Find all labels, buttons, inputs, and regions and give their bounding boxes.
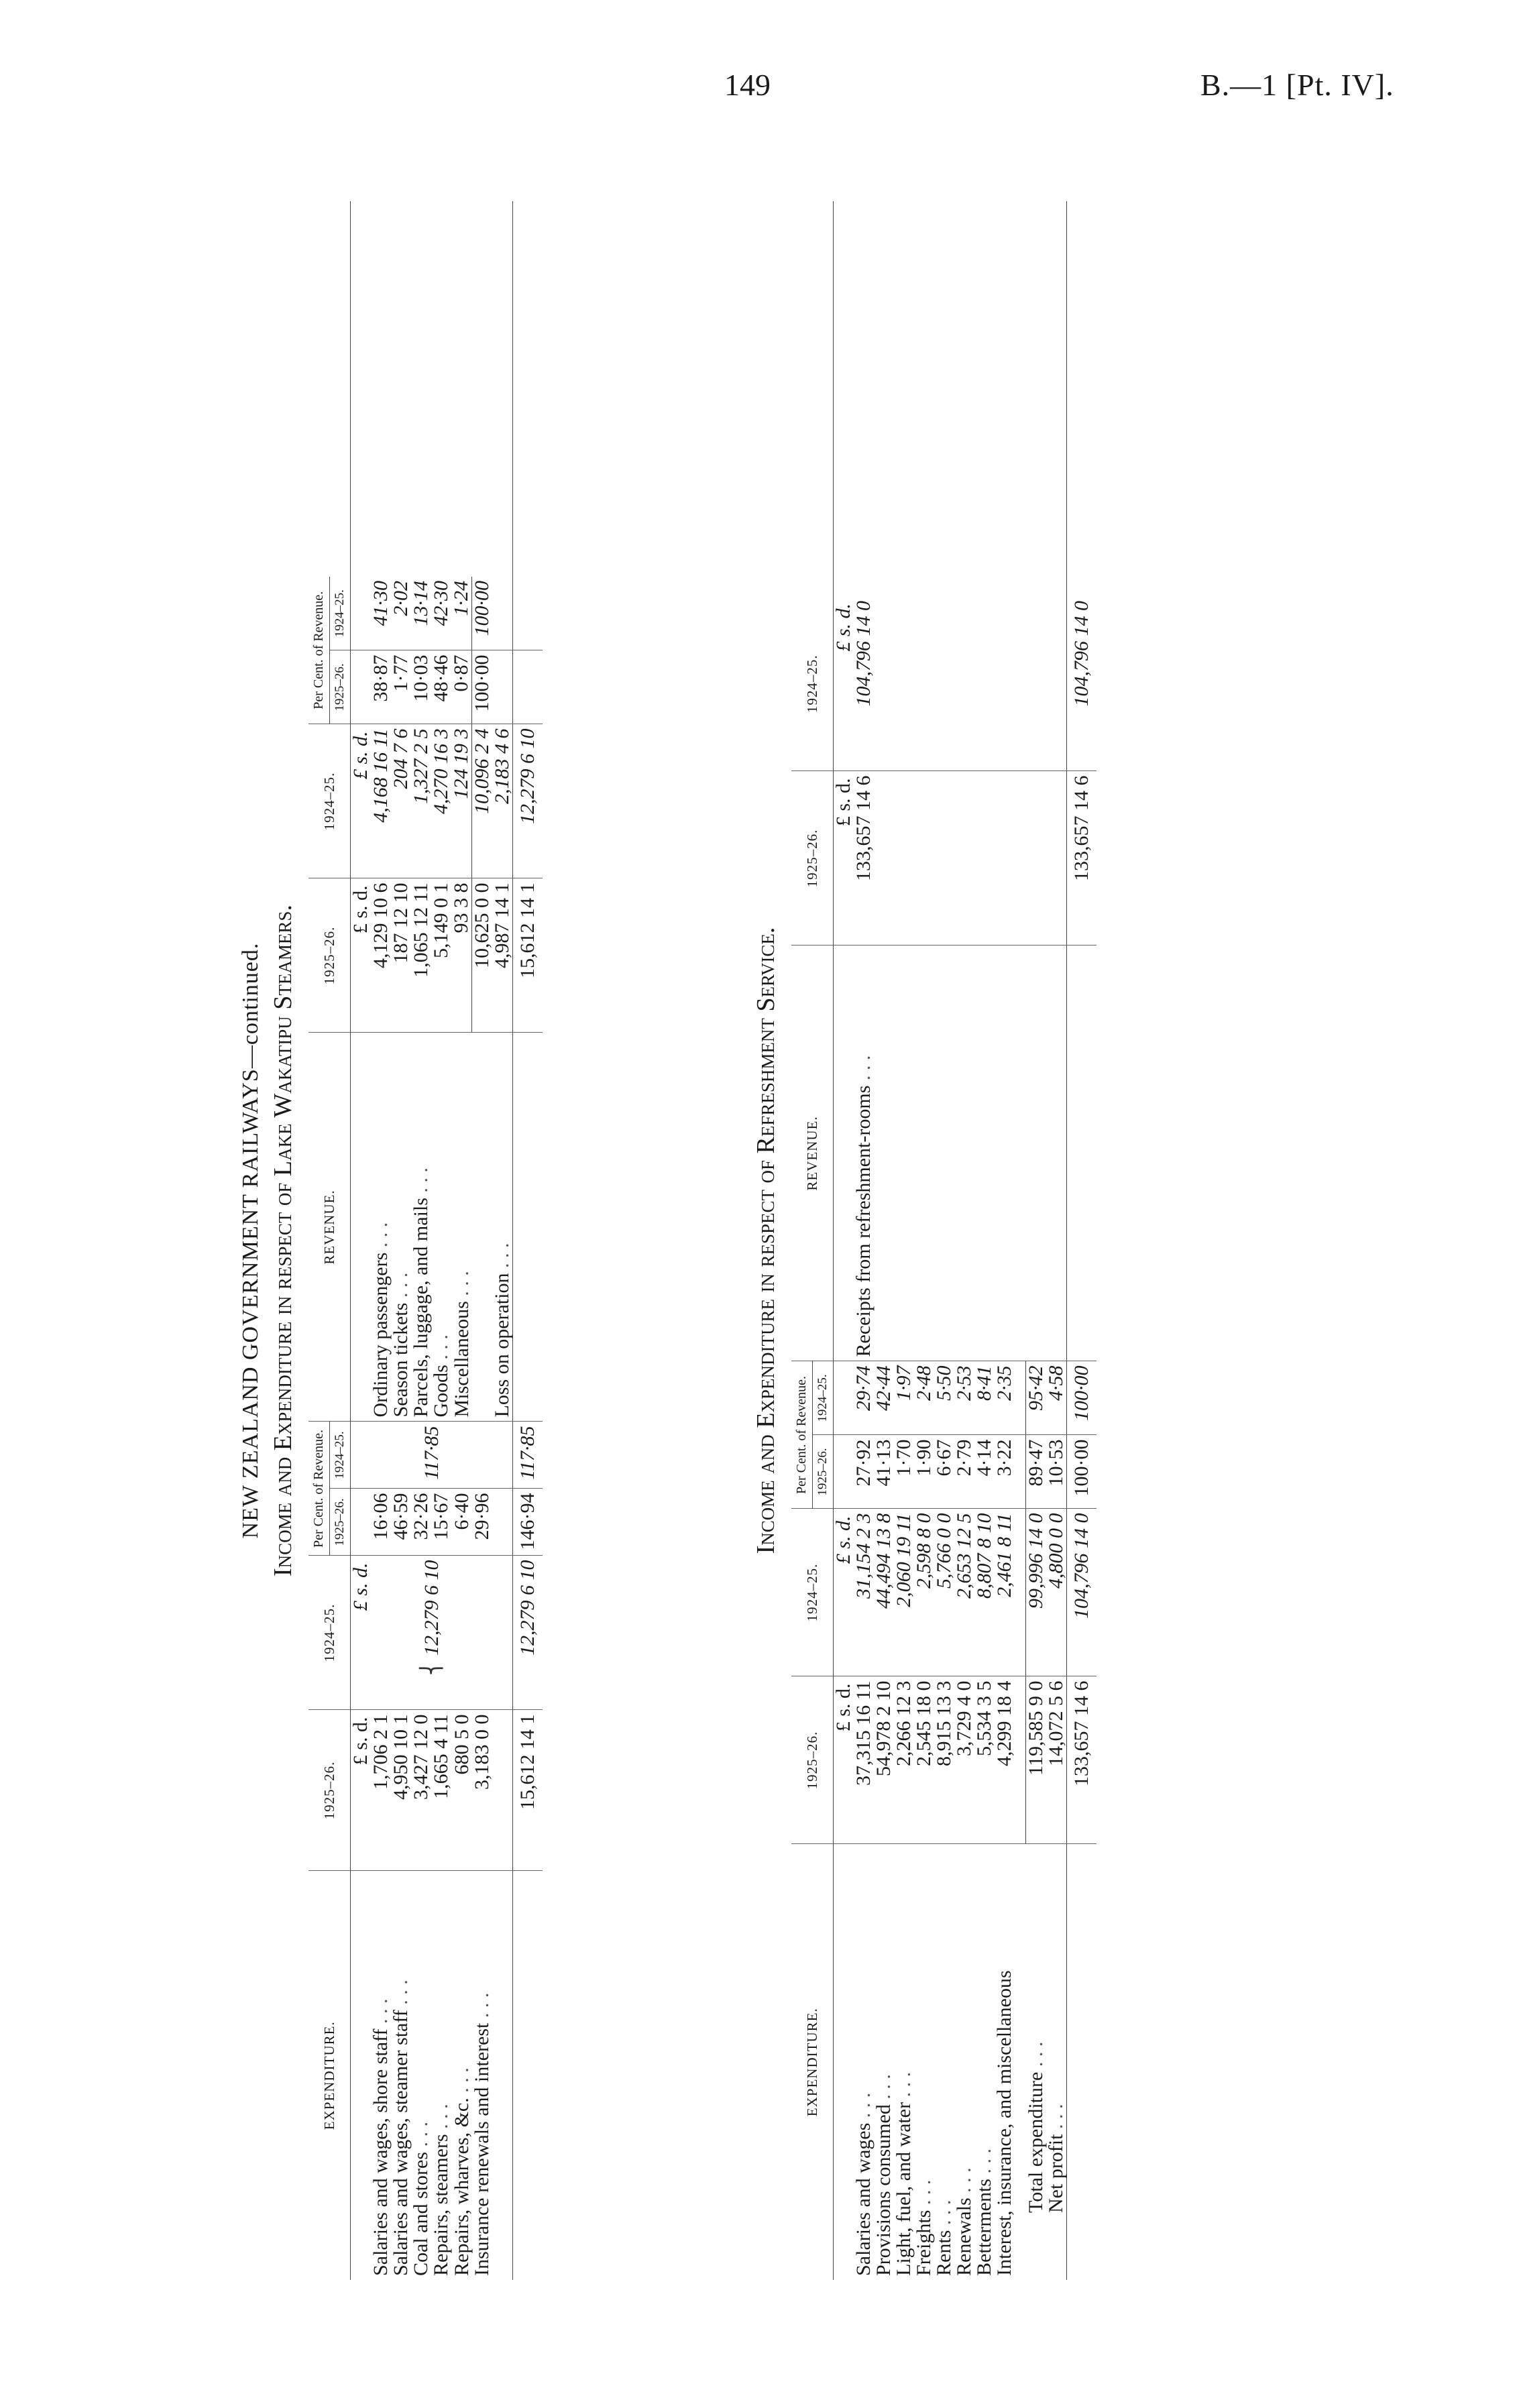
- expenditure-label: Salaries and wages . .: [854, 1844, 874, 2280]
- expenditure-y2: 2,653 12 5: [954, 1509, 974, 1676]
- expenditure-p2: 5·50: [934, 1361, 954, 1435]
- expenditure-total-p2: 100·00: [1067, 1361, 1097, 1435]
- total-expenditure-y2: 99,996 14 0: [1026, 1509, 1047, 1676]
- revenue-label: Goods . .: [431, 1033, 451, 1422]
- lsd-label: £ s. d.: [351, 1710, 372, 1871]
- expenditure-combined-y2: [371, 1556, 492, 1710]
- revenue-label: Ordinary passengers . .: [371, 1033, 391, 1422]
- total-expenditure-p1: 89·47: [1026, 1435, 1047, 1509]
- lsd-label: £ s. d.: [351, 878, 372, 1033]
- header-y1: 1925–26.: [791, 1676, 834, 1844]
- lsd-label: £ s. d.: [834, 771, 854, 945]
- header-pct: Per Cent. of Revenue.: [308, 577, 330, 724]
- header-y2: 1924–25.: [308, 724, 351, 878]
- expenditure-total-y2: 104,796 14 0: [1067, 1509, 1097, 1676]
- expenditure-p2: 2·48: [914, 1361, 934, 1435]
- expenditure-label: Salaries and wages, shore staff . .: [371, 1871, 391, 2280]
- expenditure-y1: 54,978 2 10: [874, 1676, 894, 1844]
- combined-value: 12,279 6 10: [420, 1560, 443, 1656]
- expenditure-p1: 27·92: [854, 1435, 874, 1509]
- expenditure-p1: 2·79: [954, 1435, 974, 1509]
- revenue-y2: 4,270 16 3: [431, 724, 451, 878]
- header-pct: Per Cent. of Revenue.: [308, 1422, 330, 1556]
- expenditure-y2: 44,494 13 8: [874, 1509, 894, 1676]
- revenue-y1: 4,129 10 6: [371, 878, 391, 1033]
- lsd-label: £ s. d.: [834, 1509, 854, 1676]
- header-expenditure: EXPENDITURE.: [308, 1871, 351, 2280]
- header-pct: Per Cent. of Revenue.: [791, 1361, 813, 1509]
- revenue-p2: 42·30: [431, 577, 451, 650]
- expenditure-p1: 3·22: [995, 1435, 1015, 1509]
- rotated-content: [201, 201, 1328, 2280]
- revenue-label: Season tickets . .: [391, 1033, 411, 1422]
- expenditure-p1: 46·59: [391, 1489, 411, 1556]
- expenditure-label: Light, fuel, and water . .: [894, 1844, 914, 2280]
- expenditure-total-y2: 12,279 6 10: [513, 1556, 543, 1710]
- revenue-y1: 187 12 10: [391, 878, 411, 1033]
- revenue-total-y2: 104,796 14 0: [1067, 597, 1097, 771]
- expenditure-y1: 2,266 12 3: [894, 1676, 914, 1844]
- expenditure-p2: 2·35: [995, 1361, 1015, 1435]
- expenditure-p1: 29·96: [472, 1489, 493, 1556]
- brace-left: ⎨: [420, 1660, 443, 1676]
- report-code: B.—1 [Pt. IV].: [1200, 68, 1394, 102]
- header-y2: 1924–25.: [308, 1556, 351, 1710]
- expenditure-label: Rents . .: [934, 1844, 954, 2280]
- subheader-y2: 1924–25.: [330, 1422, 351, 1489]
- expenditure-p1: 16·06: [371, 1489, 391, 1556]
- revenue-total-y2: 12,279 6 10: [513, 724, 543, 878]
- revenue-p1: 48·46: [431, 650, 451, 724]
- revenue-y2: 104,796 14 0: [854, 597, 874, 771]
- expenditure-y1: 3,183 0 0: [472, 1710, 493, 1871]
- expenditure-y2: 5,766 0 0: [934, 1509, 954, 1676]
- expenditure-p2: 1·97: [894, 1361, 914, 1435]
- expenditure-y2: 8,807 8 10: [974, 1509, 995, 1676]
- total-expenditure-p2: 95·42: [1026, 1361, 1047, 1435]
- revenue-subtotal-p2: 100·00: [472, 577, 493, 650]
- expenditure-label: Freights . .: [914, 1844, 934, 2280]
- expenditure-y1: 37,315 16 11: [854, 1676, 874, 1844]
- expenditure-y1: 3,729 4 0: [954, 1676, 974, 1844]
- total-expenditure-label: Total expenditure . .: [1026, 1844, 1047, 2280]
- lsd-label: £ s. d.: [834, 597, 854, 771]
- lsd-label: £ s. d.: [351, 724, 372, 878]
- expenditure-y1: 680 5 0: [451, 1710, 472, 1871]
- page-number: 149: [724, 68, 771, 102]
- subheader-y2: 1924–25.: [330, 577, 351, 650]
- expenditure-y2: 2,461 8 11: [995, 1509, 1015, 1676]
- expenditure-y2: 2,598 8 0: [914, 1509, 934, 1676]
- revenue-y2: 124 19 3: [451, 724, 472, 878]
- expenditure-p1: 15·67: [431, 1489, 451, 1556]
- expenditure-y2: 2,060 19 11: [894, 1509, 914, 1676]
- lsd-label: £ s. d.: [834, 1676, 854, 1844]
- document-title: NEW ZEALAND GOVERNMENT RAILWAYS—continued.: [238, 942, 263, 1539]
- expenditure-combined-p2: 117·85: [371, 1422, 492, 1489]
- revenue-p1: 10·03: [411, 650, 431, 724]
- expenditure-p2: 2·53: [954, 1361, 974, 1435]
- total-expenditure-y1: 119,585 9 0: [1026, 1676, 1047, 1844]
- header-revenue: REVENUE.: [791, 945, 834, 1361]
- revenue-total-y1: 133,657 14 6: [1067, 771, 1097, 945]
- expenditure-p1: 1·90: [914, 1435, 934, 1509]
- loss-label: Loss on operation . .: [492, 1033, 513, 1422]
- loss-y2: 2,183 4 6: [492, 724, 513, 878]
- subheader-y1: 1925–26.: [330, 650, 351, 724]
- header-y2: 1924–25.: [791, 597, 834, 771]
- revenue-p1: 1·77: [391, 650, 411, 724]
- revenue-label: Miscellaneous . .: [451, 1033, 472, 1422]
- expenditure-total-y1: 133,657 14 6: [1067, 1676, 1097, 1844]
- revenue-p2: 41·30: [371, 577, 391, 650]
- net-profit-p1: 10·53: [1046, 1435, 1067, 1509]
- lsd-label: £ s. d.: [351, 1556, 372, 1710]
- expenditure-y1: 3,427 12 0: [411, 1710, 431, 1871]
- revenue-p1: 0·87: [451, 650, 472, 724]
- revenue-p2: 1·24: [451, 577, 472, 650]
- expenditure-total-p1: 146·94: [513, 1489, 543, 1556]
- expenditure-p2: 42·44: [874, 1361, 894, 1435]
- revenue-subtotal-y2: 10,096 2 4: [472, 724, 493, 878]
- wakatipu-heading: Income and Expenditure in respect of Lake Wakatipu Steamers.: [269, 905, 297, 1576]
- expenditure-label: Insurance renewals and interest . .: [472, 1871, 493, 2280]
- header-y1: 1925–26.: [308, 1710, 351, 1871]
- net-profit-y1: 14,072 5 6: [1046, 1676, 1067, 1844]
- header-expenditure: EXPENDITURE.: [791, 1844, 834, 2280]
- expenditure-y1: 2,545 18 0: [914, 1676, 934, 1844]
- subheader-y1: 1925–26.: [330, 1489, 351, 1556]
- expenditure-p2: 29·74: [854, 1361, 874, 1435]
- header-y1: 1925–26.: [308, 878, 351, 1033]
- expenditure-y1: 1,665 4 11: [431, 1710, 451, 1871]
- refreshment-table: [791, 201, 1096, 2280]
- revenue-total-y1: 15,612 14 1: [513, 878, 543, 1033]
- revenue-subtotal-y1: 10,625 0 0: [472, 878, 493, 1033]
- expenditure-label: Salaries and wages, steamer staff . .: [391, 1871, 411, 2280]
- revenue-y1: 93 3 8: [451, 878, 472, 1033]
- expenditure-y1: 1,706 2 1: [371, 1710, 391, 1871]
- subheader-y1: 1925–26.: [813, 1435, 834, 1509]
- subheader-y2: 1924–25.: [813, 1361, 834, 1435]
- revenue-y1: 1,065 12 11: [411, 878, 431, 1033]
- expenditure-y1: 8,915 13 3: [934, 1676, 954, 1844]
- expenditure-total-p1: 100·00: [1067, 1435, 1097, 1509]
- revenue-y1: 133,657 14 6: [854, 771, 874, 945]
- expenditure-label: Betterments . .: [974, 1844, 995, 2280]
- revenue-y2: 204 7 6: [391, 724, 411, 878]
- expenditure-p1: 4·14: [974, 1435, 995, 1509]
- net-profit-y2: 4,800 0 0: [1046, 1509, 1067, 1676]
- revenue-p1: 38·87: [371, 650, 391, 724]
- expenditure-p1: 41·13: [874, 1435, 894, 1509]
- revenue-y2: 1,327 2 5: [411, 724, 431, 878]
- expenditure-p1: 6·40: [451, 1489, 472, 1556]
- expenditure-label: Coal and stores . .: [411, 1871, 431, 2280]
- expenditure-y1: 4,950 10 1: [391, 1710, 411, 1871]
- expenditure-p1: 32·26: [411, 1489, 431, 1556]
- loss-y1: 4,987 14 1: [492, 878, 513, 1033]
- wakatipu-table: [308, 201, 543, 2280]
- header-y2: 1924–25.: [791, 1509, 834, 1676]
- revenue-p2: 13·14: [411, 577, 431, 650]
- refreshment-heading: Income and Expenditure in respect of Refreshment Service.: [752, 927, 780, 1554]
- revenue-label: Receipts from refreshment-rooms . .: [854, 945, 874, 1361]
- expenditure-p2: 8·41: [974, 1361, 995, 1435]
- revenue-subtotal-p1: 100·00: [472, 650, 493, 724]
- net-profit-label: Net profit . .: [1046, 1844, 1067, 2280]
- expenditure-y1: 5,534 3 5: [974, 1676, 995, 1844]
- revenue-y2: 4,168 16 11: [371, 724, 391, 878]
- header-revenue: REVENUE.: [308, 1033, 351, 1422]
- expenditure-total-y1: 15,612 14 1: [513, 1710, 543, 1871]
- expenditure-y2: 31,154 2 3: [854, 1509, 874, 1676]
- revenue-p2: 2·02: [391, 577, 411, 650]
- header-y1: 1925–26.: [791, 771, 834, 945]
- revenue-label: Parcels, luggage, and mails . .: [411, 1033, 431, 1422]
- net-profit-p2: 4·58: [1046, 1361, 1067, 1435]
- expenditure-label: Provisions consumed . .: [874, 1844, 894, 2280]
- expenditure-label: Repairs, wharves, &c. . .: [451, 1871, 472, 2280]
- expenditure-p1: 1·70: [894, 1435, 914, 1509]
- expenditure-total-p2: 117·85: [513, 1422, 543, 1489]
- expenditure-label: Repairs, steamers . .: [431, 1871, 451, 2280]
- expenditure-label: Interest, insurance, and miscellaneous: [993, 1970, 1015, 2276]
- expenditure-label: Renewals . .: [954, 1844, 974, 2280]
- revenue-y1: 5,149 0 1: [431, 878, 451, 1033]
- expenditure-p1: 6·67: [934, 1435, 954, 1509]
- expenditure-y1: 4,299 18 4: [995, 1676, 1015, 1844]
